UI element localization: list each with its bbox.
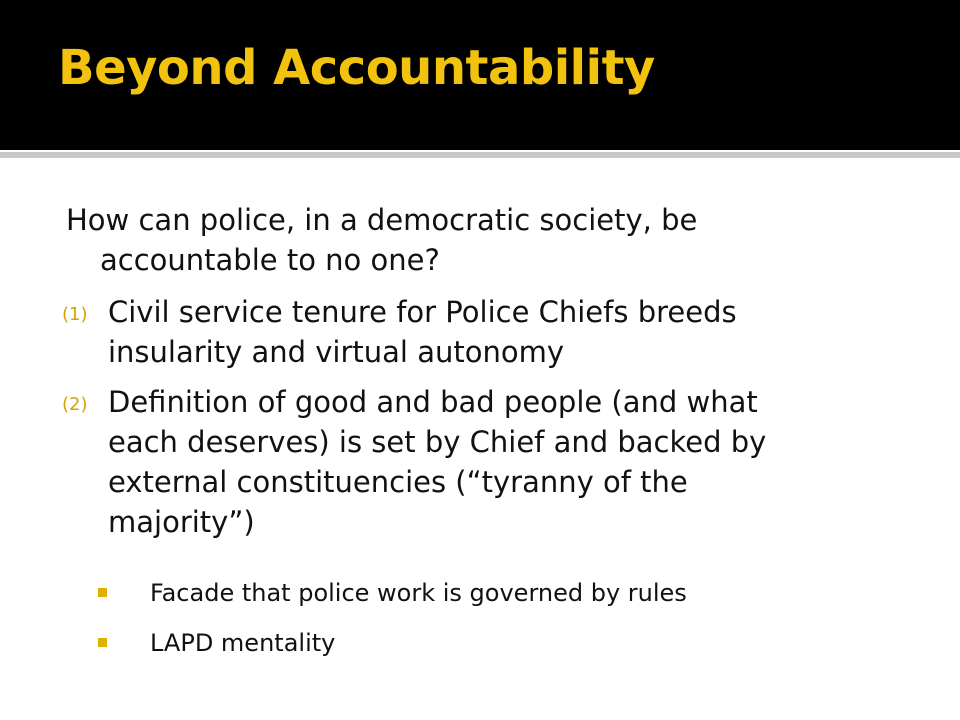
square-bullet-icon	[98, 638, 107, 647]
numbered-line: each deserves) is set by Chief and backed by	[108, 425, 767, 459]
square-bullet-icon	[98, 588, 107, 597]
sub-bullet-text: LAPD mentality	[150, 629, 336, 657]
numbered-text	[108, 292, 908, 372]
sub-bullet-text: Facade that police work is governed by rules	[150, 579, 687, 607]
sub-bullet-item	[98, 576, 898, 612]
numbered-marker: (2)	[62, 394, 88, 415]
intro-line-2: accountable to no one?	[100, 243, 440, 277]
sub-bullet-item	[98, 626, 898, 662]
numbered-text	[108, 382, 908, 542]
intro-line-1: How can police, in a democratic society, be	[66, 203, 698, 237]
numbered-line: majority”)	[108, 505, 255, 539]
numbered-line: insularity and virtual autonomy	[108, 335, 564, 369]
numbered-marker: (1)	[62, 304, 88, 325]
numbered-line: Civil service tenure for Police Chiefs breeds	[108, 295, 737, 329]
intro-question	[66, 200, 886, 280]
numbered-line: external constituencies (“tyranny of the	[108, 465, 688, 499]
numbered-line: Definition of good and bad people (and what	[108, 385, 758, 419]
slide-title: Beyond Accountability	[58, 40, 655, 96]
